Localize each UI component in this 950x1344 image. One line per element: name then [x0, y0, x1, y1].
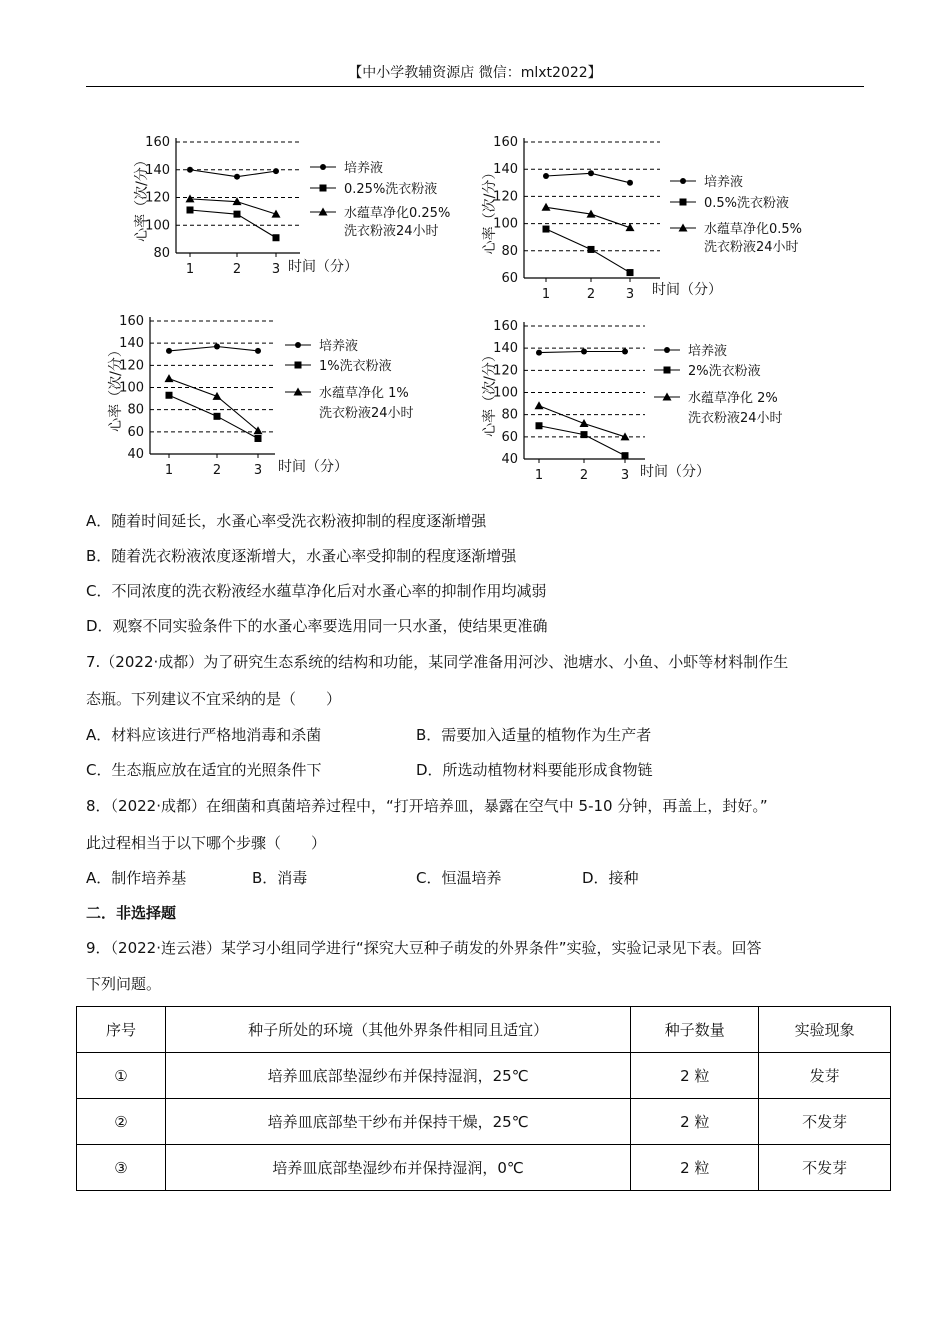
legend-marker [664, 367, 671, 374]
q8-stem-line2: 此过程相当于以下哪个步骤（ ） [86, 834, 327, 852]
table-header-cell: 实验现象 [759, 1007, 891, 1053]
chart-1-percent [110, 308, 470, 488]
series-line [190, 170, 276, 177]
chart-05-percent [470, 128, 830, 308]
data-point [622, 348, 628, 354]
legend-label: 水蕴草净化 2% [688, 391, 778, 406]
y-tick-label: 60 [127, 424, 144, 440]
data-point [543, 173, 549, 179]
series-line [169, 379, 258, 431]
data-point [588, 170, 594, 176]
q7-option-d: D．所选动植物材料要能形成食物链 [416, 761, 653, 779]
legend-label: 洗衣粉液24小时 [344, 224, 439, 239]
data-point [187, 167, 193, 173]
q9-stem-line2: 下列问题。 [86, 975, 162, 993]
page-header: 【中小学教辅资源店 微信：mlxt2022】 [348, 65, 602, 81]
x-tick-label: 2 [212, 463, 222, 478]
y-tick-label: 160 [119, 314, 144, 329]
legend-marker [680, 199, 687, 206]
data-point [186, 194, 195, 202]
table-cell: 2 粒 [631, 1145, 759, 1191]
legend-marker [664, 347, 670, 353]
x-tick-label: 2 [232, 262, 242, 277]
data-point [581, 348, 587, 354]
legend-marker [320, 164, 326, 170]
y-tick-label: 120 [145, 190, 170, 206]
legend-label: 0.25%洗衣粉液 [344, 182, 438, 197]
legend-marker [295, 362, 302, 369]
legend-label: 洗衣粉液24小时 [704, 240, 799, 255]
x-tick-label: 2 [586, 287, 596, 302]
q8-option-d: D．接种 [582, 869, 639, 887]
data-point [255, 435, 262, 442]
q6-option-a: A．随着时间延长，水蚤心率受洗衣粉液抑制的程度逐渐增强 [86, 512, 487, 530]
series-line [190, 210, 276, 238]
x-tick-label: 3 [271, 262, 281, 277]
y-tick-label: 100 [119, 380, 144, 396]
data-point [255, 348, 261, 354]
legend-label: 水蕴草净化 1% [319, 386, 409, 401]
y-tick-label: 160 [493, 135, 518, 150]
table-cell: 不发芽 [759, 1099, 891, 1145]
data-point [273, 234, 280, 241]
table-cell: ② [77, 1099, 166, 1145]
data-point [588, 246, 595, 253]
q7-stem-line1: 7.（2022·成都）为了研究生态系统的结构和功能，某同学准备用河沙、池塘水、小鱼、小虾等材料制作生 [86, 653, 789, 671]
y-tick-label: 40 [501, 452, 518, 467]
y-tick-label: 100 [145, 218, 170, 234]
q8-stem-line1: 8．（2022·成都）在细菌和真菌培养过程中，“打开培养皿，暴露在空气中 5-10 分钟，再盖上，封好。” [86, 797, 768, 815]
table-cell: 2 粒 [631, 1099, 759, 1145]
y-axis-label: 心率（次/分） [482, 348, 498, 437]
legend-marker [680, 178, 686, 184]
data-point [234, 174, 240, 180]
y-tick-label: 80 [127, 402, 144, 418]
data-point [542, 203, 551, 211]
x-axis-label: 时间（分） [288, 259, 358, 275]
table-cell: ③ [77, 1145, 166, 1191]
data-point [214, 413, 221, 420]
y-tick-label: 80 [501, 407, 518, 423]
q7-option-c: C．生态瓶应放在适宜的光照条件下 [86, 761, 322, 779]
data-point [580, 419, 589, 427]
table-header-cell: 种子数量 [631, 1007, 759, 1053]
q7-stem-line2: 态瓶。下列建议不宜采纳的是（ ） [86, 690, 342, 708]
q6-option-b: B．随着洗衣粉液浓度逐渐增大，水蚤心率受抑制的程度逐渐增强 [86, 547, 517, 565]
x-axis-label: 时间（分） [652, 282, 722, 298]
x-axis-label: 时间（分） [640, 464, 710, 480]
data-point [213, 392, 222, 400]
table-header-row [77, 1007, 891, 1053]
data-point [165, 374, 174, 382]
legend-label: 培养液 [319, 339, 359, 354]
data-point [214, 343, 220, 349]
y-tick-label: 140 [493, 162, 518, 178]
legend-label: 培养液 [344, 161, 384, 176]
y-tick-label: 80 [501, 243, 518, 259]
x-tick-label: 2 [579, 468, 589, 483]
legend-label: 水蕴草净化0.25% [344, 206, 451, 221]
y-tick-label: 40 [127, 447, 144, 462]
legend-label: 水蕴草净化0.5% [704, 222, 803, 237]
q8-option-a: A．制作培养基 [86, 869, 187, 887]
y-tick-label: 100 [493, 385, 518, 401]
x-tick-label: 1 [541, 287, 551, 302]
data-point [234, 211, 241, 218]
legend-label: 培养液 [704, 175, 744, 190]
y-tick-label: 120 [119, 358, 144, 374]
legend-label: 培养液 [688, 344, 728, 359]
x-tick-label: 3 [253, 463, 263, 478]
legend-marker [320, 185, 327, 192]
series-line [546, 173, 630, 183]
table-cell: 发芽 [759, 1053, 891, 1099]
y-tick-label: 60 [501, 429, 518, 445]
table-cell: 2 粒 [631, 1053, 759, 1099]
y-tick-label: 120 [493, 363, 518, 379]
data-point [187, 206, 194, 213]
table-cell: ① [77, 1053, 166, 1099]
table-cell: 培养皿底部垫湿纱布并保持湿润，0℃ [165, 1145, 630, 1191]
x-tick-label: 1 [164, 463, 174, 478]
y-tick-label: 100 [493, 216, 518, 232]
legend-label: 洗衣粉液24小时 [688, 411, 783, 426]
q8-option-b: B．消毒 [252, 869, 308, 887]
q6-option-d: D．观察不同实验条件下的水蚤心率要选用同一只水蚤，使结果更准确 [86, 617, 548, 635]
q8-option-c: C．恒温培养 [416, 869, 502, 887]
data-point [273, 168, 279, 174]
y-tick-label: 60 [501, 271, 518, 286]
table-row [77, 1099, 891, 1145]
legend-label: 1%洗衣粉液 [319, 359, 392, 374]
q6-option-c: C．不同浓度的洗衣粉液经水蕴草净化后对水蚤心率的抑制作用均减弱 [86, 582, 547, 600]
legend-label: 2%洗衣粉液 [688, 364, 761, 379]
y-axis-label: 心率（次/分） [482, 165, 498, 255]
header-rule [86, 86, 864, 87]
table-cell: 培养皿底部垫湿纱布并保持湿润，25℃ [165, 1053, 630, 1099]
data-point [166, 348, 172, 354]
q9-stem-line1: 9．（2022·连云港）某学习小组同学进行“探究大豆种子萌发的外界条件”实验，实验记录见下表。回答 [86, 939, 762, 957]
y-axis-label: 心率（次/分） [108, 343, 124, 432]
table-cell: 不发芽 [759, 1145, 891, 1191]
data-point [166, 392, 173, 399]
y-axis-label: 心率（次/分） [134, 153, 150, 242]
data-point [536, 422, 543, 429]
data-point [543, 226, 550, 233]
q7-option-a: A．材料应该进行严格地消毒和杀菌 [86, 726, 322, 744]
table-row [77, 1145, 891, 1191]
experiment-table [76, 1006, 891, 1191]
series-line [539, 426, 625, 456]
data-point [627, 180, 633, 186]
y-tick-label: 160 [493, 319, 518, 334]
data-point [622, 452, 629, 459]
x-tick-label: 3 [620, 468, 630, 483]
data-point [626, 223, 635, 231]
y-tick-label: 160 [145, 135, 170, 150]
series-line [169, 346, 258, 350]
x-tick-label: 3 [625, 287, 635, 302]
x-tick-label: 1 [185, 262, 195, 277]
legend-marker [295, 342, 301, 348]
section-title: 二．非选择题 [86, 904, 177, 922]
data-point [536, 350, 542, 356]
q7-option-b: B．需要加入适量的植物作为生产者 [416, 726, 652, 744]
legend-label: 0.5%洗衣粉液 [704, 196, 790, 211]
chart-025-percent [110, 128, 470, 288]
table-header-cell: 种子所处的环境（其他外界条件相同且适宜） [165, 1007, 630, 1053]
y-tick-label: 140 [119, 336, 144, 352]
y-tick-label: 80 [153, 246, 170, 261]
data-point [535, 401, 544, 409]
y-tick-label: 140 [493, 341, 518, 357]
legend-label: 洗衣粉液24小时 [319, 406, 414, 421]
y-tick-label: 120 [493, 189, 518, 205]
x-tick-label: 1 [534, 468, 544, 483]
data-point [627, 269, 634, 276]
data-point [581, 431, 588, 438]
y-tick-label: 140 [145, 162, 170, 178]
table-header-cell: 序号 [77, 1007, 166, 1053]
table-row [77, 1053, 891, 1099]
table-cell: 培养皿底部垫干纱布并保持干燥，25℃ [165, 1099, 630, 1145]
series-line [190, 199, 276, 214]
x-axis-label: 时间（分） [278, 459, 348, 475]
chart-2-percent [460, 313, 830, 493]
